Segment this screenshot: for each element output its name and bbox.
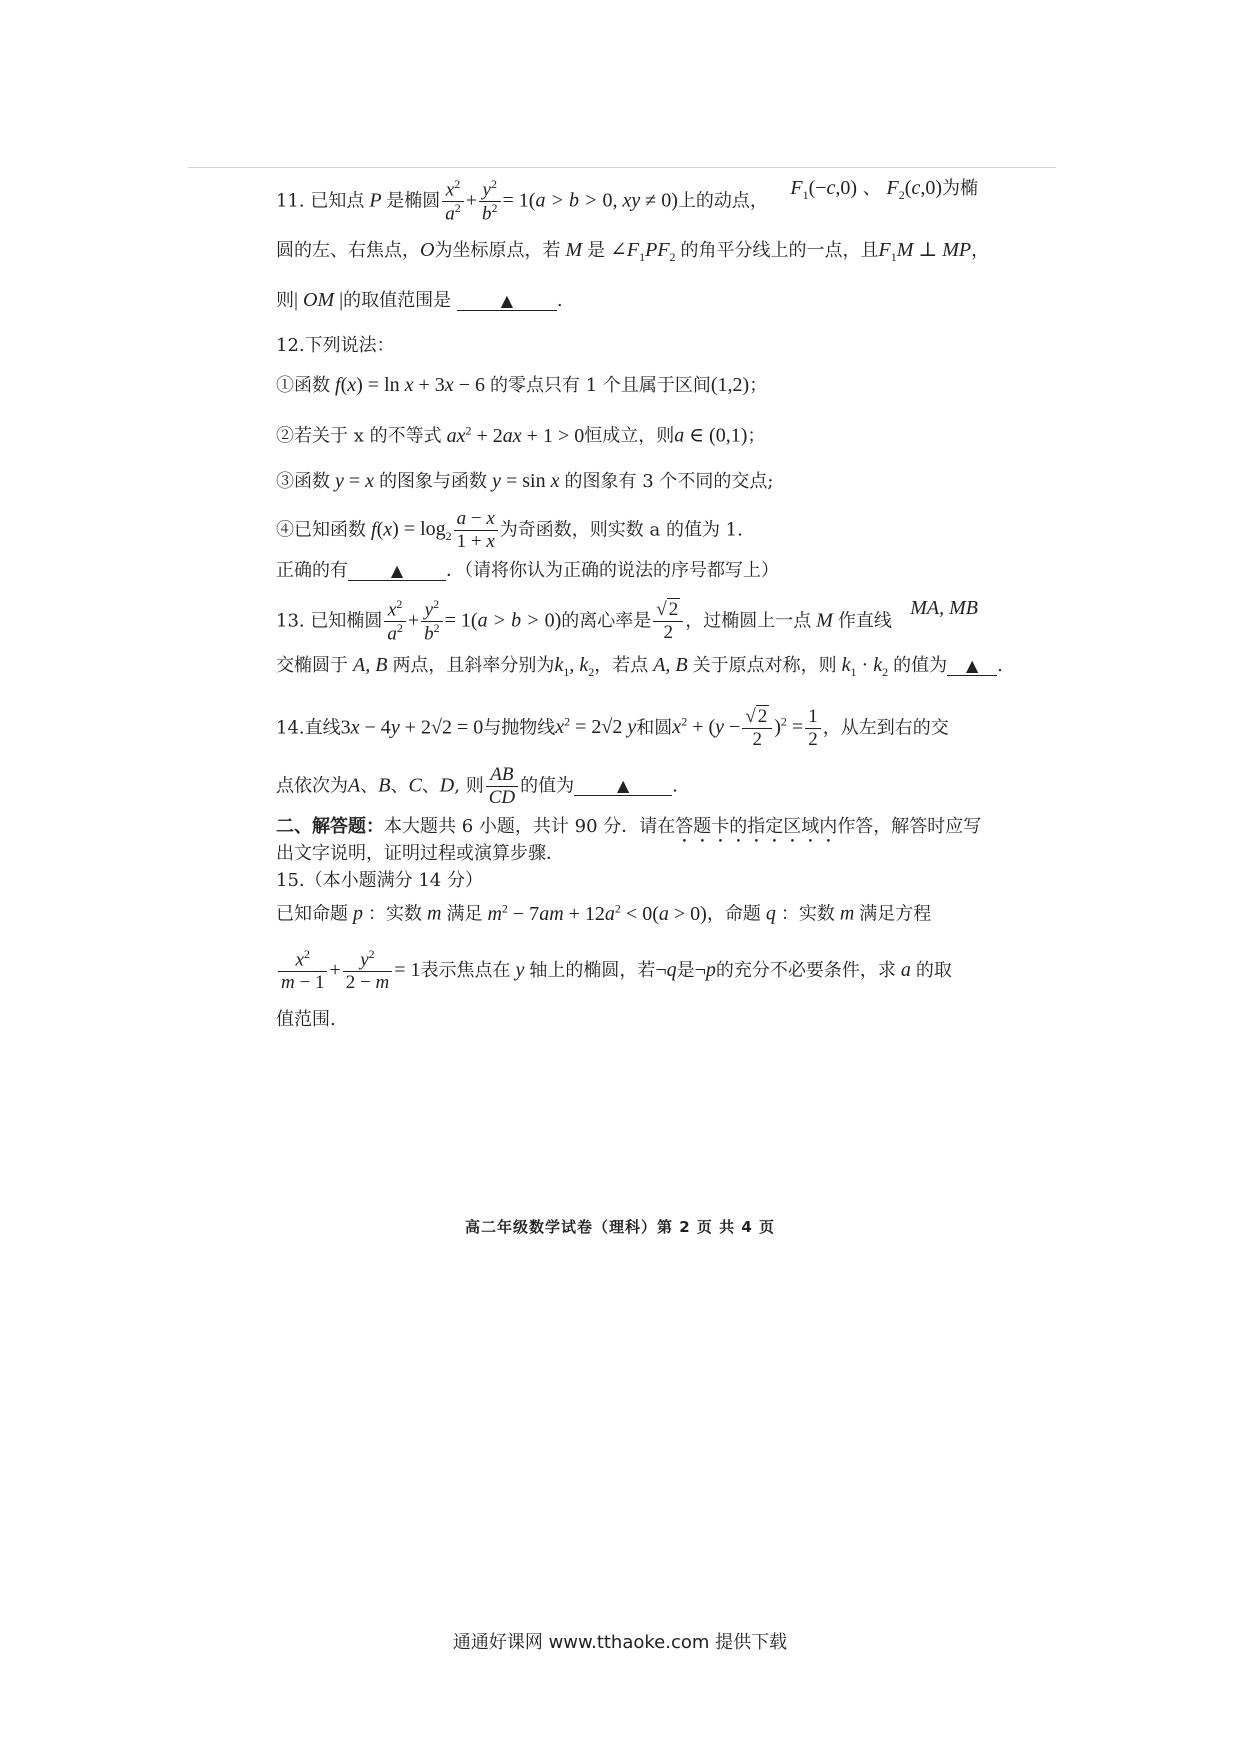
page-footer: 高二年级数学试卷（理科）第 2 页 共 4 页	[465, 1218, 775, 1236]
q15-line-2: $\frac{x^2}{m - 1}$ + $\frac{y^2}{2 - m}$ = 1表示焦点在 y 轴上的椭圆，若¬q是¬p的充分不必要条件，求 a 的取	[276, 948, 978, 994]
header-rule	[188, 167, 1056, 168]
q12-statement-4: ④已知函数 $f(x) = \log_2$ $\frac{a - x}{1 + x}$ 为奇函数，则实数 a 的值为 1.	[276, 508, 743, 552]
q13-line-2: 交椭圆于 A, B 两点，且斜率分别为$k_1$, $k_2$，若点 A, B 关于原点对称，则 $k_1 \cdot k_2$ 的值为 ▲ .	[276, 654, 1003, 679]
q11-line-2: 圆的左、右焦点，O为坐标原点，若 M 是 $\angle F_1PF_2$ 的角平分线上的一点，且$F_1M$ ⊥ MP，	[276, 239, 990, 264]
q13-answer-blank[interactable]: ▲	[947, 658, 997, 676]
q11-answer-blank[interactable]: ▲	[457, 293, 557, 311]
q12-statement-3: ③函数 y = x 的图象与函数 y = sin x 的图象有 3 个不同的交点;	[276, 470, 774, 492]
q15-line-3: 值范围.	[276, 1009, 336, 1030]
q13-line-1: 13. 已知椭圆 $\frac{x^2}{a^2}$ + $\frac{y^2}{b^2}$ = 1(a > b > 0)的离心率是 $\frac{√ 2}{2}$ ，过椭圆上一点 M 作直线 MA, MB	[276, 597, 978, 645]
q14-line-1: 14.直线3x − 4y + 2√2 = 0与抛物线$x^2 = 2√2$ y和圆$x^2 + (y$ − $\frac{√ 2}{2}$ )$^2$ = $\frac{1}{2}$ ，从左到右的交	[276, 706, 949, 750]
q12-statement-2: ②若关于 x 的不等式 $ax^2 + 2ax + 1 > 0$恒成立，则a ∈ (0,1)；	[276, 423, 766, 447]
q14-line-2: 点依次为A、B、C、D, 则 $\frac{AB}{CD}$ 的值为 ▲ .	[276, 764, 678, 808]
q12-answer-blank[interactable]: ▲	[348, 563, 446, 581]
q12-statement-1: ①函数 f(x) = ln x + 3x − 6 的零点只有 1 个且属于区间(1,2)；	[276, 374, 768, 396]
source-note: 通通好课网 www.tthaoke.com 提供下载	[452, 1632, 788, 1653]
q11-line-1: 11. 已知点 P 是椭圆 $\frac{x^2}{a^2}$ + $\frac{y^2}{b^2}$ = 1(a > b > 0, xy ≠ 0)上的动点， $F_1(-c,0)$ 、 $F_2(c,0)$为椭	[276, 177, 978, 225]
q15-title: 15.（本小题满分 14 分）	[276, 870, 483, 891]
q11-line-3: 则| OM |的取值范围是 ▲ .	[276, 289, 563, 311]
q15-line-1: 已知命题 p ：实数 m 满足 $m^2 - 7am + 12a^2 < 0(a > 0)$，命题 q ：实数 m 满足方程	[276, 901, 932, 925]
section2-heading: 二、解答题：	[276, 816, 384, 837]
q14-answer-blank[interactable]: ▲	[574, 778, 672, 796]
section2-line-1: 二、解答题：本大题共 6 小题，共计 90 分．请在答题卡的指定区域内作答，解答时应写	[276, 816, 982, 837]
q12-intro: 12.下列说法：	[276, 335, 395, 356]
section2-line-2: 出文字说明，证明过程或演算步骤．	[276, 843, 564, 864]
q12-answer-line: 正确的有 ▲ ．（请将你认为正确的说法的序号都写上）	[276, 560, 779, 581]
